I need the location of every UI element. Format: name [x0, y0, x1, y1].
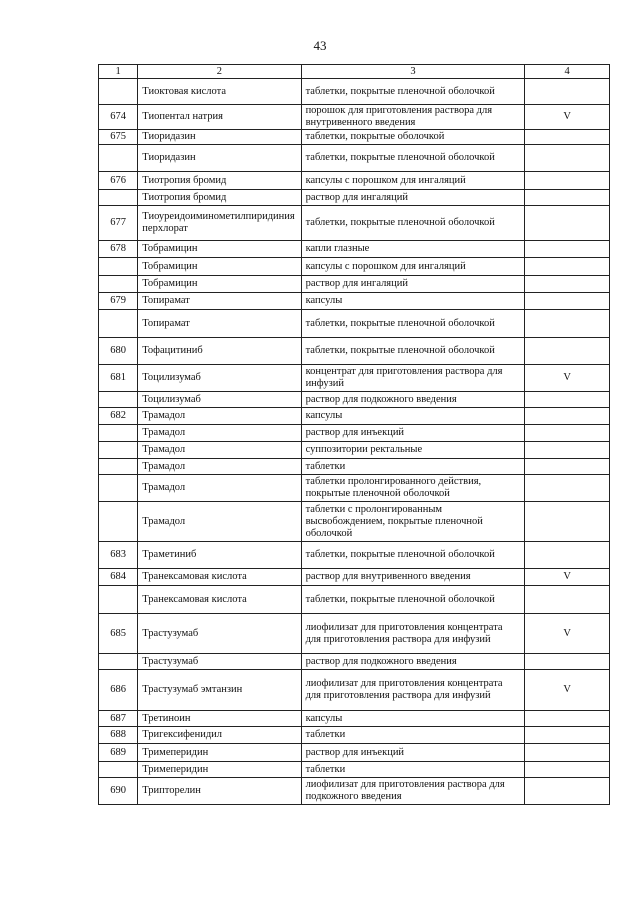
- row-number: [99, 425, 138, 442]
- mark-cell: [525, 310, 610, 338]
- table-row: [99, 105, 610, 130]
- dosage-form: таблетки, покрытые пленочной оболочкой: [301, 310, 525, 338]
- row-number: [99, 475, 138, 502]
- drug-name: Тригексифенидил: [138, 727, 301, 744]
- mark-cell: [525, 459, 610, 475]
- table-row: [99, 542, 610, 569]
- row-number: [99, 502, 138, 542]
- table-row: [99, 392, 610, 408]
- dosage-form: таблетки: [301, 459, 525, 475]
- row-number: 687: [99, 711, 138, 727]
- row-number: 674: [99, 105, 138, 130]
- column-header: 1: [99, 65, 138, 79]
- table-row: [99, 276, 610, 293]
- mark-cell: V: [525, 105, 610, 130]
- row-number: [99, 310, 138, 338]
- row-number: [99, 258, 138, 276]
- mark-cell: [525, 744, 610, 762]
- drug-name: Тофацитиниб: [138, 338, 301, 365]
- dosage-form: лиофилизат для приготовления концентрата для приготовления раствора для инфузий: [301, 670, 525, 711]
- row-number: [99, 762, 138, 778]
- drug-name: Топирамат: [138, 310, 301, 338]
- mark-cell: [525, 276, 610, 293]
- drug-name: Трамадол: [138, 425, 301, 442]
- drug-name: Трамадол: [138, 459, 301, 475]
- mark-cell: [525, 425, 610, 442]
- drug-name: Трипторелин: [138, 778, 301, 805]
- table-row: [99, 459, 610, 475]
- drug-name: Топирамат: [138, 293, 301, 310]
- row-number: [99, 392, 138, 408]
- drug-name: Тобрамицин: [138, 258, 301, 276]
- dosage-form: раствор для ингаляций: [301, 276, 525, 293]
- table-row: [99, 442, 610, 459]
- mark-cell: V: [525, 365, 610, 392]
- row-number: 689: [99, 744, 138, 762]
- row-number: 683: [99, 542, 138, 569]
- drug-name: Трамадол: [138, 408, 301, 425]
- drug-name: Тобрамицин: [138, 276, 301, 293]
- dosage-form: таблетки: [301, 727, 525, 744]
- dosage-form: раствор для ингаляций: [301, 190, 525, 206]
- table-row: [99, 425, 610, 442]
- mark-cell: [525, 475, 610, 502]
- mark-cell: [525, 542, 610, 569]
- page-number: 43: [313, 38, 327, 53]
- drug-name: Тиоуреидоиминометилпиридиния перхлорат: [138, 206, 301, 241]
- row-number: [99, 79, 138, 105]
- row-number: 684: [99, 569, 138, 586]
- row-number: [99, 459, 138, 475]
- drug-name: Тримеперидин: [138, 744, 301, 762]
- mark-cell: [525, 762, 610, 778]
- row-number: [99, 654, 138, 670]
- row-number: [99, 442, 138, 459]
- drug-name: Транексамовая кислота: [138, 586, 301, 614]
- table-row: [99, 293, 610, 310]
- table-row: [99, 145, 610, 172]
- table-row: [99, 130, 610, 145]
- dosage-form: таблетки, покрытые пленочной оболочкой: [301, 586, 525, 614]
- table-row: [99, 670, 610, 711]
- table-row: [99, 172, 610, 190]
- dosage-form: таблетки: [301, 762, 525, 778]
- mark-cell: [525, 79, 610, 105]
- drug-name: Третиноин: [138, 711, 301, 727]
- drug-name: Трастузумаб: [138, 614, 301, 654]
- column-header: 2: [138, 65, 301, 79]
- drug-name: Тоцилизумаб: [138, 365, 301, 392]
- mark-cell: [525, 338, 610, 365]
- mark-cell: [525, 711, 610, 727]
- row-number: 678: [99, 241, 138, 258]
- row-number: [99, 190, 138, 206]
- dosage-form: капсулы с порошком для ингаляций: [301, 172, 525, 190]
- dosage-form: таблетки, покрытые пленочной оболочкой: [301, 206, 525, 241]
- mark-cell: [525, 145, 610, 172]
- drug-name: Тиоридазин: [138, 145, 301, 172]
- table-row: [99, 569, 610, 586]
- dosage-form: таблетки, покрытые пленочной оболочкой: [301, 79, 525, 105]
- row-number: 675: [99, 130, 138, 145]
- drug-name: Тоцилизумаб: [138, 392, 301, 408]
- row-number: 679: [99, 293, 138, 310]
- drug-name: Тобрамицин: [138, 241, 301, 258]
- mark-cell: [525, 778, 610, 805]
- table-row: [99, 365, 610, 392]
- mark-cell: [525, 130, 610, 145]
- table-row: [99, 206, 610, 241]
- drug-name: Трастузумаб: [138, 654, 301, 670]
- dosage-form: лиофилизат для приготовления концентрата для приготовления раствора для инфузий: [301, 614, 525, 654]
- dosage-form: капсулы: [301, 293, 525, 310]
- dosage-form: капсулы: [301, 711, 525, 727]
- drug-name: Трамадол: [138, 475, 301, 502]
- column-header: 4: [525, 65, 610, 79]
- drug-name: Тиотропия бромид: [138, 190, 301, 206]
- row-number: 676: [99, 172, 138, 190]
- dosage-form: лиофилизат для приготовления раствора для подкожного введения: [301, 778, 525, 805]
- drug-name: Транексамовая кислота: [138, 569, 301, 586]
- table-row: [99, 586, 610, 614]
- drug-name: Трамадол: [138, 442, 301, 459]
- dosage-form: таблетки с пролонгированным высвобождением, покрытые пленочной оболочкой: [301, 502, 525, 542]
- table-row: [99, 778, 610, 805]
- column-header: 3: [301, 65, 525, 79]
- mark-cell: V: [525, 614, 610, 654]
- dosage-form: таблетки пролонгированного действия, покрытые пленочной оболочкой: [301, 475, 525, 502]
- row-number: 677: [99, 206, 138, 241]
- mark-cell: [525, 727, 610, 744]
- drug-name: Тиотропия бромид: [138, 172, 301, 190]
- mark-cell: [525, 586, 610, 614]
- dosage-form: раствор для инъекций: [301, 425, 525, 442]
- drug-name: Траметиниб: [138, 542, 301, 569]
- mark-cell: [525, 442, 610, 459]
- row-number: 688: [99, 727, 138, 744]
- table-row: [99, 762, 610, 778]
- table-row: [99, 338, 610, 365]
- row-number: 681: [99, 365, 138, 392]
- mark-cell: [525, 392, 610, 408]
- row-number: 680: [99, 338, 138, 365]
- drug-name: Трастузумаб эмтанзин: [138, 670, 301, 711]
- table-row: [99, 258, 610, 276]
- mark-cell: [525, 241, 610, 258]
- dosage-form: капсулы с порошком для ингаляций: [301, 258, 525, 276]
- table-row: [99, 241, 610, 258]
- dosage-form: раствор для подкожного введения: [301, 392, 525, 408]
- dosage-form: концентрат для приготовления раствора для инфузий: [301, 365, 525, 392]
- dosage-form: раствор для внутривенного введения: [301, 569, 525, 586]
- dosage-form: таблетки, покрытые пленочной оболочкой: [301, 338, 525, 365]
- row-number: [99, 586, 138, 614]
- drug-name: Тримеперидин: [138, 762, 301, 778]
- table-row: [99, 744, 610, 762]
- mark-cell: [525, 172, 610, 190]
- table-row: [99, 475, 610, 502]
- row-number: [99, 276, 138, 293]
- mark-cell: [525, 408, 610, 425]
- table-row: [99, 654, 610, 670]
- medication-table: [98, 64, 610, 805]
- drug-name: Тиоктовая кислота: [138, 79, 301, 105]
- dosage-form: раствор для инъекций: [301, 744, 525, 762]
- dosage-form: суппозитории ректальные: [301, 442, 525, 459]
- row-number: [99, 145, 138, 172]
- table-header-row: [99, 65, 610, 79]
- dosage-form: таблетки, покрытые пленочной оболочкой: [301, 145, 525, 172]
- table-row: [99, 502, 610, 542]
- drug-name: Тиоридазин: [138, 130, 301, 145]
- dosage-form: таблетки, покрытые оболочкой: [301, 130, 525, 145]
- mark-cell: [525, 502, 610, 542]
- row-number: 686: [99, 670, 138, 711]
- dosage-form: капсулы: [301, 408, 525, 425]
- table-row: [99, 711, 610, 727]
- row-number: 690: [99, 778, 138, 805]
- drug-name: Тиопентал натрия: [138, 105, 301, 130]
- drug-name: Трамадол: [138, 502, 301, 542]
- mark-cell: [525, 206, 610, 241]
- table-row: [99, 614, 610, 654]
- mark-cell: [525, 293, 610, 310]
- table-row: [99, 727, 610, 744]
- table-row: [99, 190, 610, 206]
- dosage-form: таблетки, покрытые пленочной оболочкой: [301, 542, 525, 569]
- dosage-form: порошок для приготовления раствора для внутривенного введения: [301, 105, 525, 130]
- table-row: [99, 408, 610, 425]
- mark-cell: [525, 190, 610, 206]
- mark-cell: [525, 654, 610, 670]
- dosage-form: раствор для подкожного введения: [301, 654, 525, 670]
- dosage-form: капли глазные: [301, 241, 525, 258]
- row-number: 685: [99, 614, 138, 654]
- table-row: [99, 79, 610, 105]
- mark-cell: V: [525, 670, 610, 711]
- mark-cell: [525, 258, 610, 276]
- row-number: 682: [99, 408, 138, 425]
- table-row: [99, 310, 610, 338]
- mark-cell: V: [525, 569, 610, 586]
